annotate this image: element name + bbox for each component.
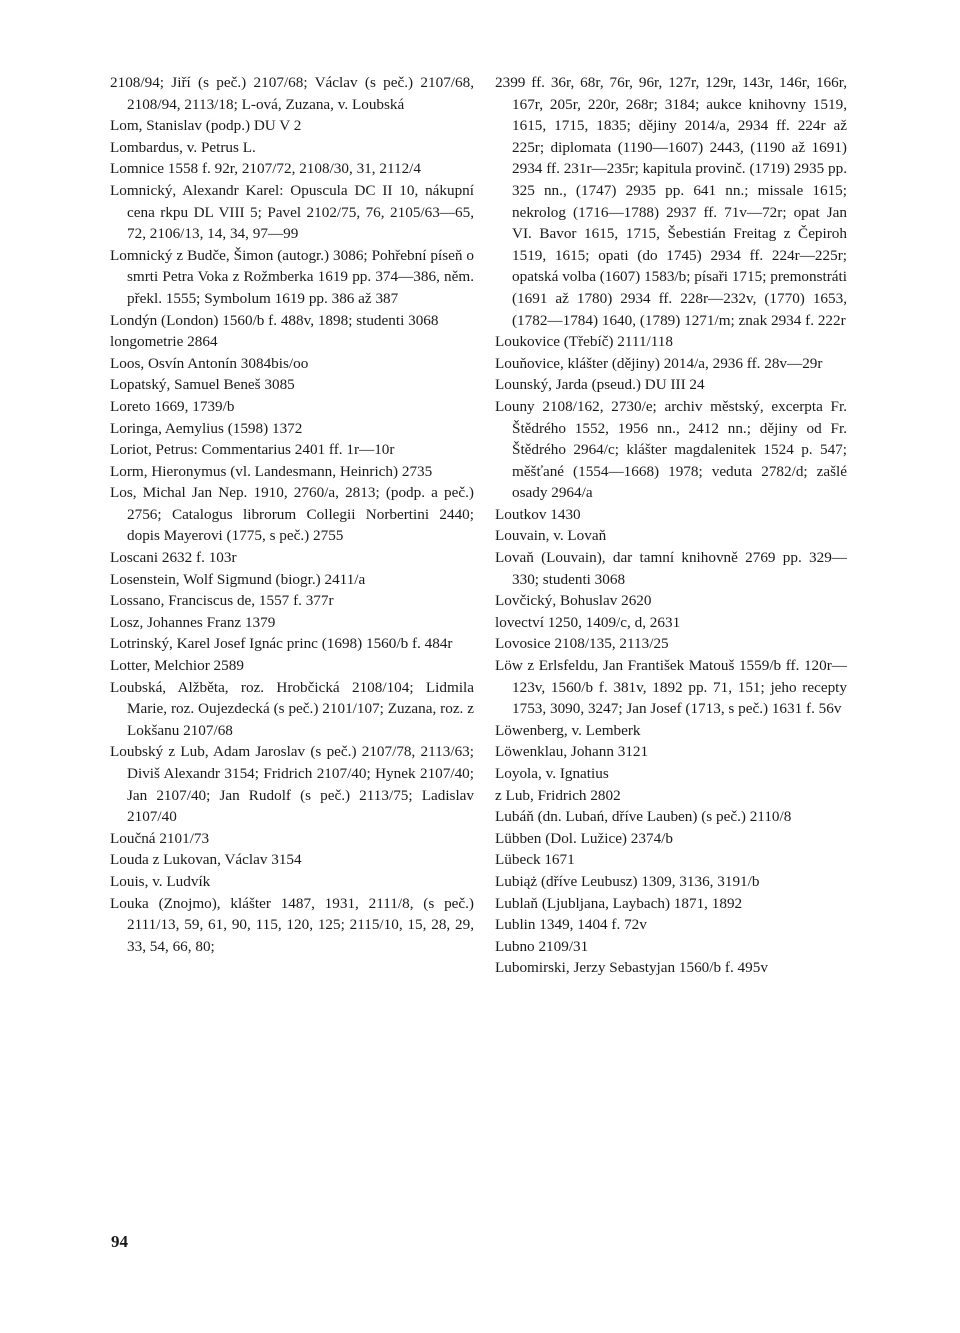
index-entry: Loubský z Lub, Adam Jaroslav (s peč.) 2107/78, 2113/63; Diviš Alexandr 3154; Fridrich 2107/40; Hynek 2107/40; Jan 2107/40; Jan Rudolf (s peč.) 2113/75; Ladislav 2107/40 xyxy=(110,743,474,826)
index-entry: Losenstein, Wolf Sigmund (biogr.) 2411/a xyxy=(110,570,366,588)
index-entry: Lübben (Dol. Lužice) 2374/b xyxy=(495,829,673,847)
index-entry: z Lub, Fridrich 2802 xyxy=(495,786,621,804)
index-entry: Lombardus, v. Petrus L. xyxy=(110,138,256,156)
index-entry: Lotrinský, Karel Josef Ignác princ (1698) 1560/b f. 484r xyxy=(110,635,453,653)
index-entry: Lossano, Franciscus de, 1557 f. 377r xyxy=(110,592,334,610)
index-entry: Louda z Lukovan, Václav 3154 xyxy=(110,851,302,869)
index-entry: Louňovice, klášter (dějiny) 2014/a, 2936 ff. 28v—29r xyxy=(495,354,823,372)
index-entry: Löw z Erlsfeldu, Jan František Matouš 1559/b ff. 120r—123v, 1560/b f. 381v, 1892 pp. 71, 151; jeho recepty 1753, 3090, 3247; Jan Josef (1713, s peč.) 1631 f. 56v xyxy=(495,657,847,718)
index-entry: Loutkov 1430 xyxy=(495,505,581,523)
index-entry: Lublin 1349, 1404 f. 72v xyxy=(495,916,647,934)
index-entry: Lovaň (Louvain), dar tamní knihovně 2769 pp. 329—330; studenti 3068 xyxy=(495,549,847,588)
index-entry: Löwenberg, v. Lemberk xyxy=(495,721,641,739)
index-column-left xyxy=(110,72,474,957)
index-entry: 2108/94; Jiří (s peč.) 2107/68; Václav (s peč.) 2107/68, 2108/94, 2113/18; L-ová, Zuzana, v. Loubská xyxy=(110,74,474,113)
index-entry: Lomnický z Budče, Šimon (autogr.) 3086; Pohřební píseň o smrti Petra Voka z Rožmberka 1619 pp. 374—386, něm. překl. 1555; Symbolum 1619 pp. 386 až 387 xyxy=(110,246,474,307)
index-entry: Lubomirski, Jerzy Sebastyjan 1560/b f. 495v xyxy=(495,959,768,977)
index-entry: Lubno 2109/31 xyxy=(495,937,589,955)
index-column-right xyxy=(495,72,847,979)
index-entry: Loscani 2632 f. 103r xyxy=(110,549,237,567)
index-entry: Louis, v. Ludvík xyxy=(110,872,211,890)
index-entry: Loučná 2101/73 xyxy=(110,829,210,847)
index-entry: Loos, Osvín Antonín 3084bis/oo xyxy=(110,354,309,372)
index-entry: Lomnický, Alexandr Karel: Opuscula DC II 10, nákupní cena rkpu DL VIII 5; Pavel 2102/75, 76, 2105/63—65, 72, 2106/13, 14, 34, 97—99 xyxy=(110,181,474,243)
index-entry: 2399 ff. 36r, 68r, 76r, 96r, 127r, 129r, 143r, 146r, 166r, 167r, 205r, 220r, 268r; 3184; aukce knihovny 1519, 1615, 1715, 1835; dějiny 2014/a, 2934 ff. 224r až 225r; diplomata (1190—1607) 2443, (1190 až 1691) 2934 ff. 231r—235r; kapitula provinč. (1719) 2935 pp. 325 nn., (1747) 2935 pp. 641 nn.; missale 1615; nekrolog (1716—1788) 2937 ff. 71v—72r; opat Jan VI. Bavor 1615, 1715, Šebestián Freitag z Čepiroh 1519, 1615; opati (do 1745) 2934 ff. 224r—225r; opatská volba (1607) 1583/b; písaři 1715; premonstráti (1691 až 1780) 2934 ff. 228r—232v, (1770) 1653, (1782—1784) 1640, (1789) 1271/m; znak 2934 f. 222r xyxy=(495,74,847,329)
index-entry: Lovosice 2108/135, 2113/25 xyxy=(495,635,669,653)
index-entry: Lounský, Jarda (pseud.) DU III 24 xyxy=(495,376,705,394)
index-entry: Loreto 1669, 1739/b xyxy=(110,397,235,415)
index-entry: Lorm, Hieronymus (vl. Landesmann, Heinrich) 2735 xyxy=(110,462,433,480)
index-entry: Lom, Stanislav (podp.) DU V 2 xyxy=(110,117,302,135)
index-entry: Lubáň (dn. Lubań, dříve Lauben) (s peč.) 2110/8 xyxy=(495,808,792,826)
index-entry: Loriot, Petrus: Commentarius 2401 ff. 1r—10r xyxy=(110,441,395,459)
index-entry: Loukovice (Třebíč) 2111/118 xyxy=(495,333,673,351)
index-entry: Loringa, Aemylius (1598) 1372 xyxy=(110,419,303,437)
index-entry: Lopatský, Samuel Beneš 3085 xyxy=(110,376,295,394)
index-entry: Löwenklau, Johann 3121 xyxy=(495,743,649,761)
index-entry: Londýn (London) 1560/b f. 488v, 1898; studenti 3068 xyxy=(110,311,439,329)
page-number: 94 xyxy=(111,1232,128,1251)
index-entry: Lublaň (Ljubljana, Laybach) 1871, 1892 xyxy=(495,894,743,912)
index-entry: Loyola, v. Ignatius xyxy=(495,765,609,782)
index-entry: longometrie 2864 xyxy=(110,333,218,351)
index-entry: Louka (Znojmo), klášter 1487, 1931, 2111/8, (s peč.) 2111/13, 59, 61, 90, 115, 120, 125; 2115/10, 15, 28, 29, 33, 54, 66, 80; xyxy=(110,894,474,955)
index-entry: Lomnice 1558 f. 92r, 2107/72, 2108/30, 31, 2112/4 xyxy=(110,160,421,178)
index-entry: Lübeck 1671 xyxy=(495,851,575,869)
index-entry: Lotter, Melchior 2589 xyxy=(110,657,244,675)
index-entry: Losz, Johannes Franz 1379 xyxy=(110,613,276,631)
index-entry: Lovčický, Bohuslav 2620 xyxy=(495,592,652,610)
index-entry: lovectví 1250, 1409/c, d, 2631 xyxy=(495,613,681,631)
index-entry: Louny 2108/162, 2730/e; archiv městský, excerpta Fr. Štědrého 1552, 1956 nn., 2412 nn.; dějiny od Fr. Štědrého 2964/c; klášter magdalenitek 1524 p. 547; měšťané (1554—1668) 1978; veduta 2782/d; zašlé osady 2964/a xyxy=(495,397,847,502)
index-entry: Los, Michal Jan Nep. 1910, 2760/a, 2813; (podp. a peč.) 2756; Catalogus librorum Collegii Norbertini 2440; dopis Mayerovi (1775, s peč.) 2755 xyxy=(110,484,474,545)
index-entry: Lubiąż (dříve Leubusz) 1309, 3136, 3191/b xyxy=(495,872,760,890)
index-entry: Loubská, Alžběta, roz. Hrobčická 2108/104; Lidmila Marie, roz. Oujezdecká (s peč.) 2101/107; Zuzana, roz. z Lokšanu 2107/68 xyxy=(110,678,474,739)
index-entry: Louvain, v. Lovaň xyxy=(495,527,607,545)
